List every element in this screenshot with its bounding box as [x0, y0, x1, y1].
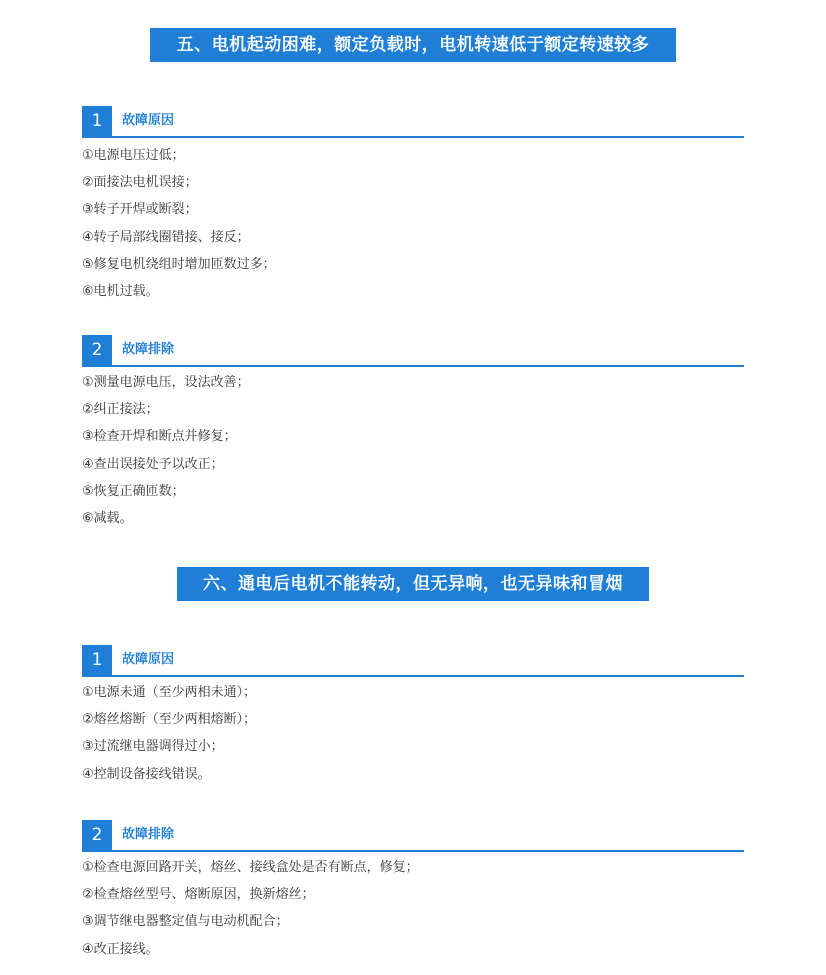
section-6-cause-list — [82, 679, 256, 788]
section-5-cause-header — [82, 106, 744, 138]
list-item: ①电源电压过低； — [82, 148, 185, 163]
subsection-title: 故障排除 — [122, 342, 175, 357]
list-item: ③转子开焊或断裂； — [82, 202, 198, 218]
list-item: ⑤恢复正确匝数； — [82, 483, 185, 499]
list-item: ④转子局部线圈错接、接反； — [82, 229, 250, 245]
list-item: ②检查熔丝型号、熔断原因，换新熔丝； — [82, 887, 315, 903]
list-item: ②面接法电机误接； — [82, 175, 198, 191]
list-item: ⑥减载。 — [82, 510, 133, 526]
list-item: ①电源未通（至少两相未通）； — [82, 685, 257, 700]
list-item: ①测量电源电压，设法改善； — [82, 375, 250, 390]
list-item: ③调节继电器整定值与电动机配合； — [82, 914, 289, 930]
section-5-cause-list — [82, 142, 276, 305]
section-6-fix-header — [82, 820, 744, 852]
section-6-cause-header — [82, 645, 744, 677]
section-5-fix-header — [82, 335, 744, 367]
list-item: ④控制设备接线错误。 — [82, 766, 211, 782]
subsection-title: 故障排除 — [122, 827, 175, 842]
number-badge: 2 — [82, 335, 112, 365]
number-badge: 1 — [82, 106, 112, 136]
list-item: ③检查开焊和断点并修复； — [82, 429, 237, 445]
section-5-heading: 五、电机起动困难，额定负载时，电机转速低于额定转速较多 — [150, 28, 676, 62]
subsection-title: 故障原因 — [122, 652, 175, 667]
number-badge: 1 — [82, 645, 112, 675]
list-item: ⑤修复电机绕组时增加匝数过多； — [82, 256, 276, 272]
subsection-title: 故障原因 — [122, 113, 175, 128]
section-6-fix-list — [82, 854, 419, 963]
section-6-heading: 六、通电后电机不能转动，但无异响，也无异味和冒烟 — [177, 567, 649, 601]
list-item: ⑥电机过载。 — [82, 283, 159, 299]
list-item: ④改正接线。 — [82, 941, 159, 957]
list-item: ②纠正接法； — [82, 402, 159, 418]
list-item: ④查出误接处予以改正； — [82, 456, 224, 472]
section-5-fix-list — [82, 369, 250, 532]
list-item: ②熔丝熔断（至少两相熔断）； — [82, 712, 257, 728]
list-item: ③过流继电器调得过小； — [82, 739, 224, 755]
list-item: ①检查电源回路开关，熔丝、接线盒处是否有断点，修复； — [82, 860, 419, 875]
number-badge: 2 — [82, 820, 112, 850]
